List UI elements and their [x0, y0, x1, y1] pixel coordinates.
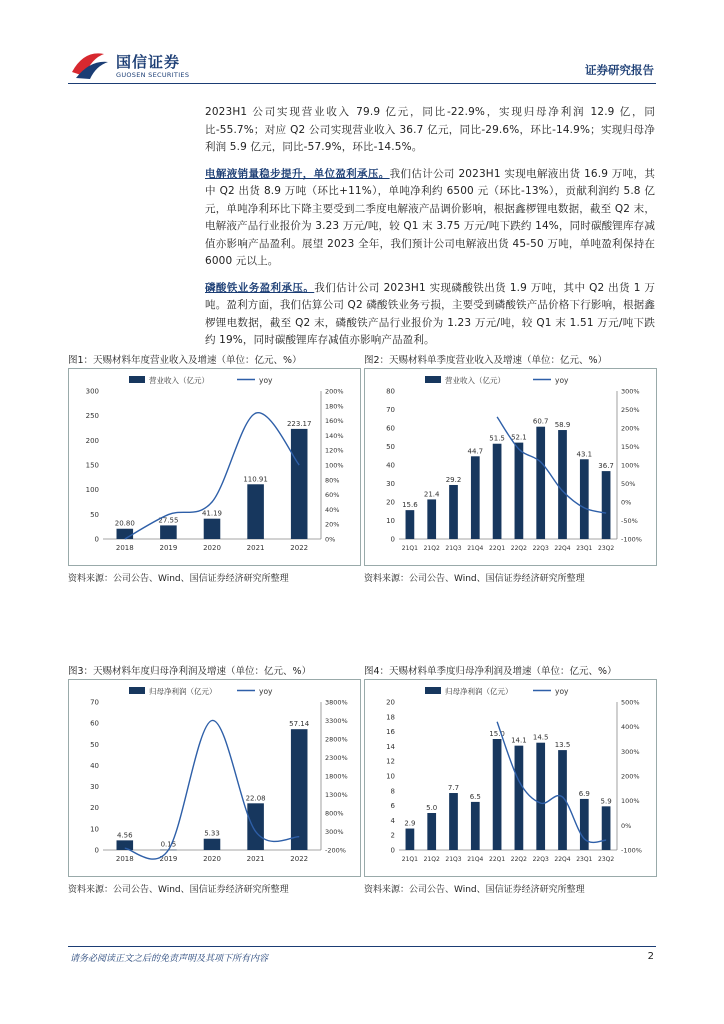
- x-tick-label: 22Q3: [532, 545, 549, 552]
- legend-line-label: yoy: [555, 687, 569, 696]
- x-tick-label: 21Q2: [423, 856, 440, 863]
- y-tick-label: 250: [85, 412, 99, 421]
- page-header: [0, 0, 724, 90]
- y2-tick-label: 300%: [621, 387, 640, 396]
- legend-bar-label: 营业收入（亿元）: [445, 376, 505, 385]
- x-tick-label: 23Q1: [576, 545, 593, 552]
- y2-tick-label: 80%: [325, 476, 340, 485]
- bar: [471, 802, 480, 850]
- bar: [427, 499, 436, 539]
- bar-value-label: 2.9: [404, 819, 416, 828]
- bar-value-label: 6.9: [578, 789, 590, 798]
- x-tick-label: 2022: [290, 544, 309, 552]
- y-tick-label: 8: [390, 787, 395, 796]
- bar: [536, 743, 545, 850]
- bar-value-label: 6.5: [469, 792, 481, 801]
- x-tick-label: 21Q3: [445, 545, 462, 552]
- bar: [515, 443, 524, 539]
- y-tick-label: 20: [90, 804, 99, 813]
- bar-value-label: 44.7: [467, 447, 484, 456]
- bar: [471, 456, 480, 539]
- bar-value-label: 41.19: [201, 509, 223, 518]
- bar-value-label: 5.9: [600, 797, 612, 806]
- y2-tick-label: 150%: [621, 443, 640, 451]
- y2-tick-label: 140%: [325, 431, 344, 440]
- y-tick-label: 4: [390, 816, 395, 825]
- x-tick-label: 21Q1: [401, 545, 418, 552]
- bar-value-label: 20.80: [114, 519, 135, 528]
- bar-value-label: 58.9: [554, 421, 571, 430]
- yoy-line: [497, 417, 606, 513]
- y-tick-label: 70: [90, 698, 99, 707]
- bar: [160, 525, 177, 539]
- y2-tick-label: 200%: [621, 772, 640, 781]
- x-tick-label: 21Q3: [445, 856, 462, 863]
- figure-title: 图1：天赐材料年度营业收入及增速（单位：亿元、%）: [68, 352, 361, 369]
- bar-value-label: 15.6: [402, 501, 418, 510]
- figure-source: 资料来源：公司公告、Wind、国信证券经济研究所整理: [68, 574, 289, 584]
- y-tick-label: 16: [386, 728, 395, 737]
- bar-value-label: 27.55: [158, 516, 179, 525]
- bar-value-label: 14.1: [511, 736, 527, 745]
- y2-tick-label: -200%: [325, 846, 346, 855]
- y2-tick-label: 60%: [325, 491, 340, 500]
- figure-source: 资料来源：公司公告、Wind、国信证券经济研究所整理: [364, 574, 585, 584]
- y2-tick-label: 3300%: [325, 717, 348, 725]
- legend-line-label: yoy: [555, 376, 569, 385]
- bar: [247, 484, 264, 539]
- y2-tick-label: 0%: [621, 498, 632, 507]
- figure-source: 资料来源：公司公告、Wind、国信证券经济研究所整理: [68, 885, 289, 895]
- y-tick-label: 50: [90, 510, 99, 519]
- bar: [291, 429, 308, 539]
- y2-tick-label: -50%: [621, 517, 638, 525]
- bar: [602, 806, 611, 850]
- y-tick-label: 6: [390, 802, 395, 811]
- report-body: [205, 104, 655, 359]
- bar-value-label: 223.17: [286, 419, 312, 428]
- y-tick-label: 2: [390, 831, 395, 840]
- y2-tick-label: 3800%: [325, 698, 348, 707]
- y2-tick-label: 400%: [621, 723, 640, 732]
- y2-tick-label: 120%: [325, 446, 344, 455]
- bar: [580, 799, 589, 850]
- bar: [406, 510, 415, 539]
- bar: [204, 839, 221, 850]
- y2-tick-label: -100%: [621, 846, 642, 855]
- x-tick-label: 2019: [159, 544, 178, 552]
- bar-value-label: 36.7: [598, 462, 614, 471]
- legend-bar-swatch: [425, 376, 441, 383]
- brand-name: 国信证券: [116, 53, 181, 71]
- bar-value-label: 57.14: [289, 720, 310, 729]
- y2-tick-label: 180%: [325, 402, 344, 411]
- bar: [204, 519, 221, 539]
- footer-divider: [68, 946, 656, 947]
- y-tick-label: 0: [94, 535, 99, 544]
- y-tick-label: 40: [386, 461, 395, 470]
- y2-tick-label: 200%: [621, 424, 640, 433]
- x-tick-label: 21Q2: [423, 545, 440, 552]
- chart-quarterly-net-profit: [365, 680, 656, 876]
- bar: [406, 829, 415, 850]
- y-tick-label: 10: [90, 825, 99, 834]
- bar: [291, 729, 308, 850]
- x-tick-label: 2019: [159, 855, 178, 863]
- bar-value-label: 22.08: [245, 794, 266, 803]
- paragraph-heading: 电解液销量稳步提升，单位盈利承压。: [205, 167, 390, 180]
- y-tick-label: 10: [386, 517, 395, 525]
- x-tick-label: 2018: [115, 544, 134, 552]
- x-tick-label: 21Q4: [467, 545, 484, 552]
- bar: [602, 471, 611, 539]
- bar: [493, 444, 502, 539]
- figure-title: 图4：天赐材料单季度归母净利润及增速（单位：亿元、%）: [364, 663, 657, 680]
- y2-tick-label: 50%: [621, 480, 636, 488]
- bar-value-label: 5.33: [204, 829, 220, 838]
- bar: [558, 430, 567, 539]
- y-tick-label: 20: [386, 698, 395, 707]
- x-tick-label: 22Q4: [554, 856, 571, 863]
- y-tick-label: 300: [85, 387, 99, 396]
- legend-bar-swatch: [129, 376, 145, 383]
- y-tick-label: 100: [85, 486, 99, 495]
- y2-tick-label: 0%: [621, 821, 632, 830]
- bar: [580, 459, 589, 539]
- y-tick-label: 30: [90, 783, 99, 792]
- x-tick-label: 2022: [290, 855, 309, 863]
- legend-line-label: yoy: [259, 376, 273, 385]
- x-tick-label: 2021: [246, 544, 265, 552]
- guosen-logo-icon: [70, 48, 110, 80]
- figure-title: 图2：天赐材料单季度营业收入及增速（单位：亿元、%）: [364, 352, 657, 369]
- bar: [427, 813, 436, 850]
- y2-tick-label: 1800%: [325, 772, 348, 781]
- y-tick-label: 150: [85, 461, 99, 470]
- figure-title: 图3：天赐材料年度归母净利润及增速（单位：亿元、%）: [68, 663, 361, 680]
- x-tick-label: 22Q2: [510, 856, 527, 863]
- bar: [536, 427, 545, 539]
- x-tick-label: 23Q1: [576, 856, 593, 863]
- y2-tick-label: 100%: [325, 461, 344, 470]
- legend-bar-swatch: [129, 687, 145, 694]
- y-tick-label: 20: [386, 498, 395, 507]
- footer-disclaimer: 请务必阅读正文之后的免责声明及其项下所有内容: [70, 954, 269, 964]
- y2-tick-label: 2300%: [325, 754, 348, 762]
- x-tick-label: 23Q2: [598, 856, 615, 863]
- y2-tick-label: 200%: [325, 387, 344, 396]
- y2-tick-label: 2800%: [325, 735, 348, 744]
- bar-value-label: 13.5: [554, 741, 571, 750]
- x-tick-label: 2021: [246, 855, 265, 863]
- y-tick-label: 80: [386, 387, 395, 396]
- paragraph-electrolyte: 电解液销量稳步提升，单位盈利承压。我们估计公司 2023H1 实现电解液出货 16.9 万吨，其中 Q2 出货 8.9 万吨（环比+11%），单吨净利约 6500 元（环比-13%），贡献利润约 5.8 亿元，单吨净利环比下降主要受到二季度电解液产品调价影响，根据鑫椤锂电数据，截至 Q2 末，电解液产品行业报价为 3.23 万元/吨，较 Q1 末 3.75 万元/吨下跌约 14%，同时碳酸锂库存减值亦影响产品盈利。展望 2023 全年，我们预计公司电解液出货 45-50 万吨，单吨盈利保持在 6000 元以上。: [205, 167, 655, 267]
- bar: [493, 739, 502, 850]
- chart-quarterly-revenue: [365, 369, 656, 565]
- figure-source: 资料来源：公司公告、Wind、国信证券经济研究所整理: [364, 885, 585, 895]
- x-tick-label: 22Q3: [532, 856, 549, 863]
- bar-value-label: 52.1: [511, 433, 527, 442]
- y2-tick-label: 250%: [621, 406, 640, 414]
- y-tick-label: 50: [90, 740, 99, 749]
- bar: [515, 746, 524, 850]
- x-tick-label: 2020: [203, 544, 221, 552]
- y2-tick-label: 300%: [325, 828, 344, 836]
- y-tick-label: 60: [90, 719, 99, 728]
- header-divider: [68, 83, 656, 84]
- bar-value-label: 21.4: [423, 490, 440, 499]
- bar: [247, 803, 264, 850]
- x-tick-label: 22Q1: [489, 545, 506, 552]
- yoy-line: [125, 720, 299, 859]
- x-tick-label: 22Q4: [554, 545, 571, 552]
- bar-value-label: 43.1: [576, 450, 593, 459]
- y-tick-label: 0: [390, 535, 395, 544]
- page-number: 2: [647, 951, 654, 962]
- bar: [449, 485, 458, 539]
- x-tick-label: 2020: [203, 855, 221, 863]
- paragraph-heading: 磷酸铁业务盈利承压。: [205, 281, 315, 294]
- bar-value-label: 110.91: [243, 475, 268, 484]
- x-tick-label: 22Q1: [489, 856, 506, 863]
- y-tick-label: 12: [386, 757, 395, 766]
- chart-annual-net-profit: [69, 680, 360, 876]
- bar-value-label: 0.15: [160, 840, 177, 849]
- y-tick-label: 0: [390, 846, 395, 855]
- bar: [449, 793, 458, 850]
- y2-tick-label: -100%: [621, 535, 642, 544]
- paragraph-summary: 2023H1 公司实现营业收入 79.9 亿元，同比-22.9%，实现归母净利润 12.9 亿，同比-55.7%；对应 Q2 公司实现营业收入 36.7 亿元，同比-29.6%，环比-14.9%；实现归母净利润 5.9 亿元，同比-57.9%，环比-14.5%。: [205, 106, 655, 153]
- y2-tick-label: 40%: [325, 505, 340, 514]
- y2-tick-label: 300%: [621, 747, 640, 756]
- y-tick-label: 0: [94, 846, 99, 855]
- legend-bar-label: 营业收入（亿元）: [149, 376, 209, 385]
- legend-bar-label: 归母净利润（亿元）: [445, 687, 513, 696]
- chart-annual-revenue: [69, 369, 360, 565]
- y-tick-label: 30: [386, 480, 395, 488]
- x-tick-label: 23Q2: [598, 545, 615, 552]
- y-tick-label: 200: [85, 436, 99, 445]
- y2-tick-label: 800%: [325, 809, 344, 818]
- y2-tick-label: 20%: [325, 520, 340, 529]
- y2-tick-label: 0%: [325, 535, 336, 544]
- y-tick-label: 40: [90, 761, 99, 770]
- y2-tick-label: 500%: [621, 698, 640, 707]
- x-tick-label: 2018: [115, 855, 134, 863]
- y-tick-label: 50: [386, 443, 395, 451]
- legend-bar-swatch: [425, 687, 441, 694]
- x-tick-label: 21Q1: [401, 856, 418, 863]
- bar-value-label: 14.5: [532, 733, 549, 742]
- document-type: 证券研究报告: [585, 63, 654, 77]
- legend-line-label: yoy: [259, 687, 273, 696]
- y-tick-label: 10: [386, 772, 395, 781]
- brand-name-en: GUOSEN SECURITIES: [116, 71, 190, 79]
- y-tick-label: 14: [386, 742, 395, 751]
- x-tick-label: 21Q4: [467, 856, 484, 863]
- bar-value-label: 7.7: [447, 784, 460, 793]
- bar: [117, 529, 134, 539]
- y-tick-label: 60: [386, 424, 395, 433]
- legend-bar-label: 归母净利润（亿元）: [149, 687, 217, 696]
- bar-value-label: 60.7: [532, 417, 549, 426]
- bar-value-label: 51.5: [489, 434, 505, 443]
- y-tick-label: 18: [386, 713, 395, 722]
- y2-tick-label: 160%: [325, 417, 344, 426]
- y2-tick-label: 100%: [621, 797, 640, 806]
- y-tick-label: 70: [386, 406, 395, 414]
- y2-tick-label: 1300%: [325, 791, 348, 799]
- bar-value-label: 15.0: [489, 730, 505, 738]
- bar-value-label: 4.56: [117, 831, 133, 840]
- y2-tick-label: 100%: [621, 461, 640, 470]
- x-tick-label: 22Q2: [510, 545, 527, 552]
- bar-value-label: 29.2: [445, 475, 462, 484]
- bar-value-label: 5.0: [426, 804, 438, 812]
- paragraph-iron-phosphate: 磷酸铁业务盈利承压。我们估计公司 2023H1 实现磷酸铁出货 1.9 万吨，其中 Q2 出货 1 万吨。盈利方面，我们估算公司 Q2 磷酸铁业务亏损，主要受到磷酸铁产品价格下行影响，根据鑫椤锂电数据，截至 Q2 末，磷酸铁产品行业报价为 1.23 万元/吨，较 Q1 末 1.51 万元/吨下跌约 19%，同时碳酸锂库存减值亦影响产品盈利。: [205, 281, 656, 346]
